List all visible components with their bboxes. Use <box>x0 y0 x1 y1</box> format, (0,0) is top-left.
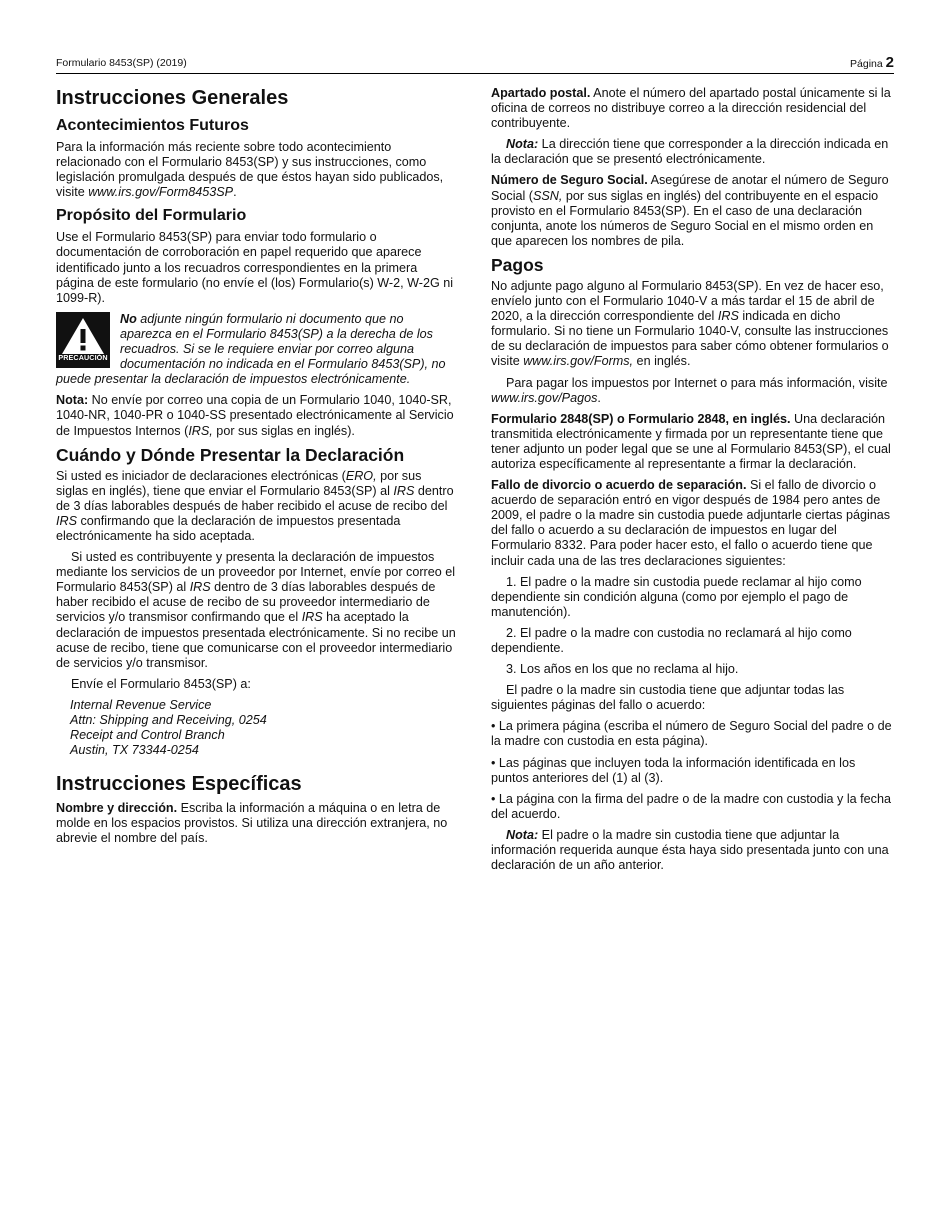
divorce-paragraph: Fallo de divorcio o acuerdo de separación. Si el fallo de divorcio o acuerdo de separación entró en vigor después de 1984 pero antes de 2009, el padre o la madre sin custodia puede adjuntarle ciertas páginas del fallo o acuerdo a su declaración de impuestos en lugar del Formulario 8332. Para poder hacer esto, el fallo o acuerdo tiene que incluir cada una de las tres declaraciones siguientes: <box>491 478 891 568</box>
address-note-paragraph: Nota: La dirección tiene que corresponder a la dirección indicada en la declaración que se presentó electrónicamente. <box>491 137 889 167</box>
purpose-heading: Propósito del Formulario <box>56 207 247 225</box>
caution-label: PRECAUCIÓN <box>58 352 108 362</box>
form-2848-paragraph: Formulario 2848(SP) o Formulario 2848, en inglés. Una declaración transmitida electrónicamente y firmada por un representante tiene que tener adjunto un poder legal que se une al Formulario 8453(SP), el cual autoriza específicamente al representante a firmar la declaración. <box>491 411 891 471</box>
form-url-link[interactable]: www.irs.gov/Form8453SP <box>88 185 234 200</box>
po-box-paragraph: Apartado postal. Anote el número del apartado postal únicamente si la oficina de correos no distribuye correo a la dirección residencial del contribuyente. <box>491 86 891 131</box>
when-paragraph-2: Si usted es contribuyente y presenta la declaración de impuestos mediante los servicios de un proveedor por Internet, envíe por correo el Formulario 8453(SP) al IRS dentro de 3 días laborables después de haber recibido el acuse de recibo de su proveedor intermediario de servicios y/o transmisor confirmando que el IRS ha aceptado la declaración de impuestos presentada electrónicamente. Si no recibe un acuse de recibo, tiene que comunicarse con el proveedor intermediario de servicios y/o transmisor. <box>56 550 456 670</box>
payments-heading: Pagos <box>491 254 544 275</box>
page-indicator <box>850 54 894 71</box>
specific-instructions-heading: Instrucciones Específicas <box>56 773 302 796</box>
ssn-paragraph: Número de Seguro Social. Asegúrese de anotar el número de Seguro Social (SSN, por sus siglas en inglés) del contribuyente en el espacio provisto en el Formulario 8453(SP). En el caso de una declaración conjunta, anote los números de Seguro Social en el mismo orden en que aparecen los nombres de pila. <box>491 173 889 248</box>
bullet-item: • La página con la firma del padre o de la madre con custodia y la fecha del acuerdo. <box>491 791 891 821</box>
right-column <box>491 86 892 879</box>
caution-no: No <box>120 311 137 326</box>
payments-paragraph-2: Para pagar los impuestos por Internet o para más información, visite www.irs.gov/Pagos. <box>491 375 888 405</box>
bullet-item: • Las páginas que incluyen toda la información identificada en los puntos anteriores del (1) al (3). <box>491 755 856 785</box>
forms-url-link[interactable]: www.irs.gov/Forms, <box>523 354 634 369</box>
attach-pages-text: El padre o la madre sin custodia tiene que adjuntar todas las siguientes páginas del fallo o acuerdo: <box>491 683 845 713</box>
left-column <box>56 86 457 853</box>
when-paragraph-1: Si usted es iniciador de declaraciones electrónicas (ERO, por sus siglas en inglés), tiene que enviar el Formulario 8453(SP) al IRS dentro de 3 días laborables después de haber recibido el acuse de recibo del IRS confirmando que la declaración de impuestos presentada electrónicamente ha sido aceptada. <box>56 468 454 543</box>
future-developments-heading: Acontecimientos Futuros <box>56 117 249 134</box>
payments-paragraph-1: No adjunte pago alguno al Formulario 8453(SP). En vez de hacer eso, envíelo junto con el Formulario 1040-V a más tardar el 15 de abril de 2020, a la dirección correspondiente del IRS indicada en dicho formulario. Si no tiene un Formulario 1040-V, consulte las instrucciones de su declaración de impuestos para saber cómo obtener formularios o visite www.irs.gov/Forms, en inglés. <box>491 278 889 369</box>
send-to-text: Envíe el Formulario 8453(SP) a: <box>71 676 251 691</box>
address-line: Attn: Shipping and Receiving, 0254 <box>70 713 267 727</box>
page-number: 2 <box>885 54 894 71</box>
final-note-paragraph: Nota: El padre o la madre sin custodia tiene que adjuntar la información requerida aunque ésta haya sido presentada junto con una declaración de un año anterior. <box>491 827 889 873</box>
when-where-heading: Cuándo y Dónde Presentar la Declaración <box>56 444 405 465</box>
caution-text: adjunte ningún formulario ni documento que no aparezca en el Formulario 8453(SP) a la derecha de los recuadros. Si se le requiere enviar por correo alguna documentación no indicada en el Formulario 8453(SP), no puede presentar la declaración de impuestos electrónicamente. <box>56 311 446 387</box>
address-line: Receipt and Control Branch <box>70 728 225 743</box>
bullet-item: • La primera página (escriba el número de Seguro Social del padre o de la madre con custodia en esta página). <box>491 719 892 749</box>
form-label: Formulario 8453(SP) (2019) <box>56 57 187 69</box>
caution-block <box>56 312 457 387</box>
pagos-url-link[interactable]: www.irs.gov/Pagos <box>491 390 598 405</box>
caution-icon <box>56 312 110 368</box>
future-developments-text: Para la información más reciente sobre todo acontecimiento relacionado con el Formulario 8453(SP) y sus instrucciones, como legislación promulgada después de que éstos hayan sido publicados, visite www.irs.gov/Form8453SP. <box>56 140 444 200</box>
purpose-text: Use el Formulario 8453(SP) para enviar todo formulario o documentación de corroboración en papel requerido que aparece identificado junto a los recuadros correspondientes en la primera página de este formulario (no envíe el (los) Formulario(s) W-2, W-2G ni 1099-R). <box>56 230 454 305</box>
divorce-item-2: 2. El padre o la madre con custodia no reclamará al hijo como dependiente. <box>491 625 852 655</box>
address-line: Austin, TX 73344-0254 <box>70 743 199 758</box>
address-line: Internal Revenue Service <box>70 697 212 712</box>
page-header <box>56 54 894 74</box>
divorce-item-3: 3. Los años en los que no reclama al hijo. <box>506 662 739 677</box>
general-instructions-heading: Instrucciones Generales <box>56 87 289 109</box>
page-word: Página <box>850 58 883 70</box>
name-address-paragraph: Nombre y dirección. Escriba la información a máquina o en letra de molde en los espacios provistos. Si utiliza una dirección extranjera, no abrevie el nombre del país. <box>56 801 448 846</box>
divorce-item-1: 1. El padre o la madre sin custodia puede reclamar al hijo como dependiente sin condición alguna (como por ejemplo el pago de manutención). <box>491 574 862 619</box>
mailing-address <box>70 698 457 758</box>
note-paragraph: Nota: No envíe por correo una copia de un Formulario 1040, 1040-SR, 1040-NR, 1040-PR o 1040-SS presentado electrónicamente al Servicio de Impuestos Internos (IRS, por sus siglas en inglés). <box>56 393 454 438</box>
